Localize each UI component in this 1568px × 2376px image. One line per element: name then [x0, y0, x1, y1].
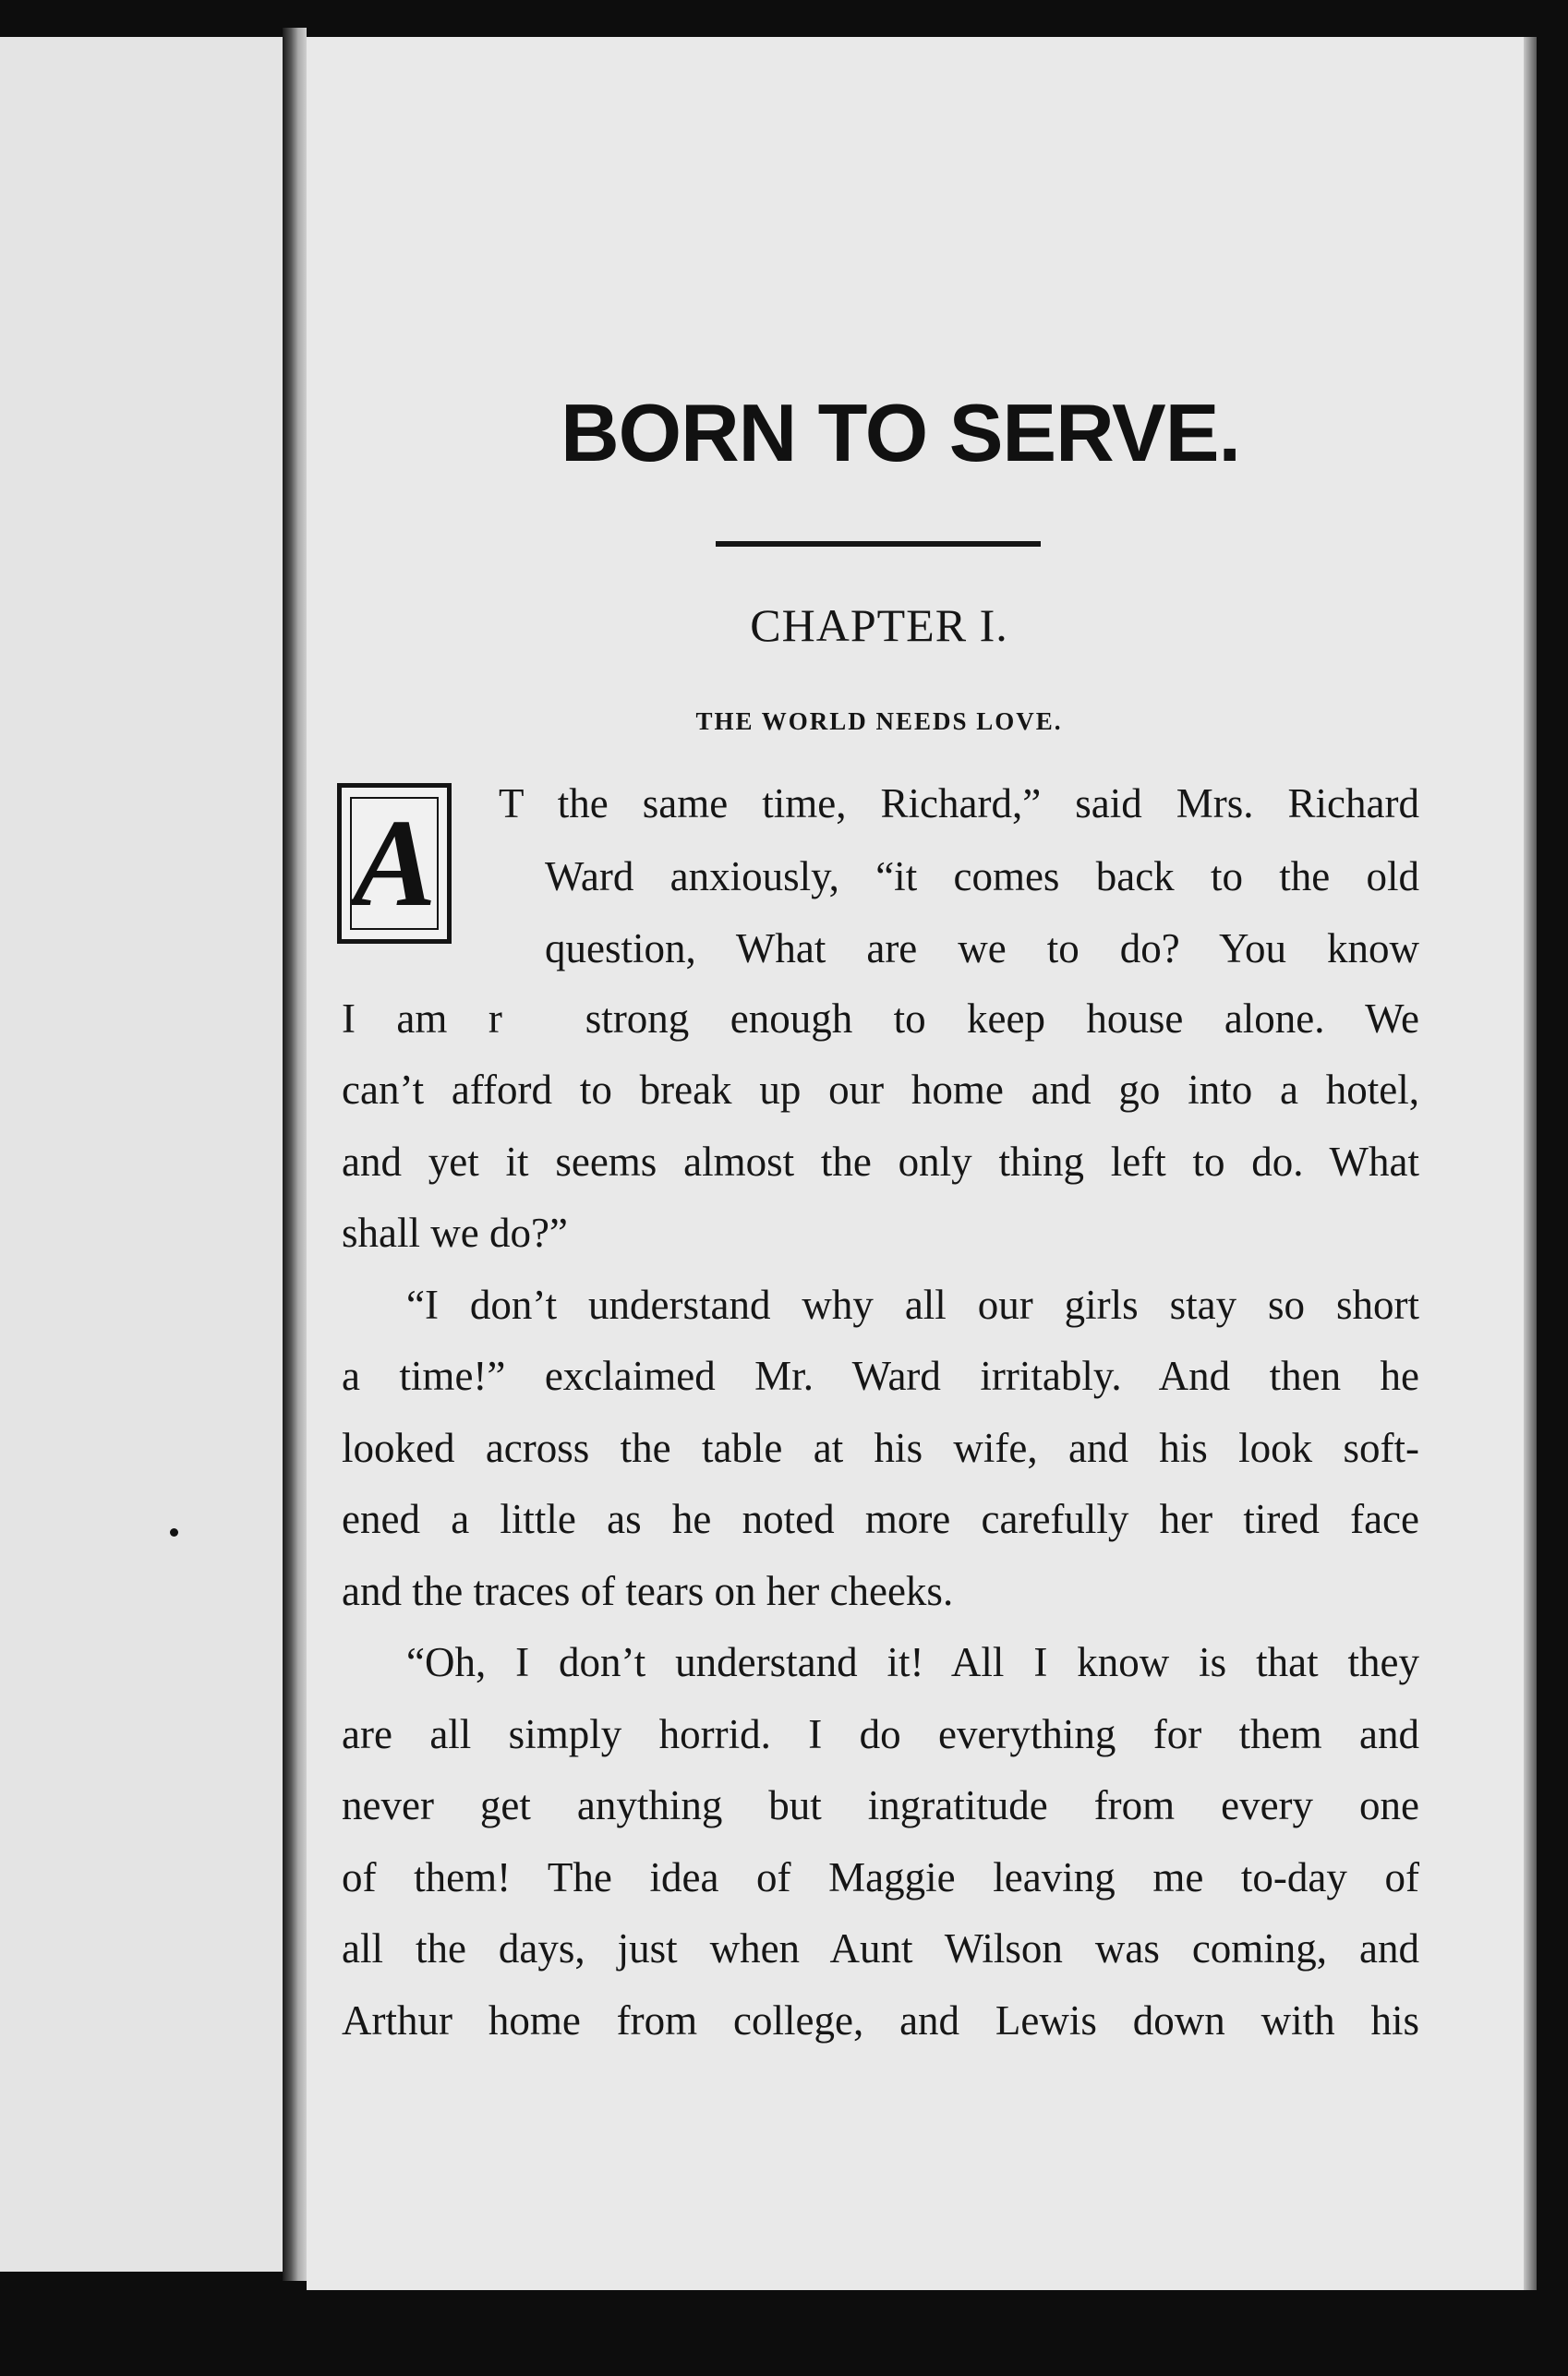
left-page	[0, 37, 283, 2272]
text-line: of them! The idea of Maggie leaving me to-day of	[342, 1854, 1419, 1900]
text-line: can’t afford to break up our home and go into a hotel,	[342, 1067, 1419, 1113]
text-line: ened a little as he noted more carefully her tired face	[342, 1496, 1419, 1542]
drop-cap	[337, 783, 452, 944]
text-line: are all simply horrid. I do everything for them and	[342, 1711, 1419, 1757]
text-line: T the same time, Richard,” said Mrs. Richard	[499, 780, 1419, 826]
text-line: “Oh, I don’t understand it! All I know is that they	[406, 1639, 1419, 1685]
title-rule	[716, 541, 1041, 547]
text-line: all the days, just when Aunt Wilson was coming, and	[342, 1925, 1419, 1972]
text-line: and yet it seems almost the only thing left to do. What	[342, 1139, 1419, 1185]
text-line: Arthur home from college, and Lewis down with his	[342, 1997, 1419, 2044]
text-line: question, What are we to do? You know	[545, 925, 1419, 971]
drop-cap-letter: A	[350, 797, 439, 930]
text-line: shall we do?”	[342, 1210, 568, 1256]
text-line: Ward anxiously, “it comes back to the old	[545, 853, 1419, 899]
text-line: looked across the table at his wife, and his look soft-	[342, 1425, 1419, 1471]
book-gutter	[283, 28, 307, 2281]
text-line: a time!” exclaimed Mr. Ward irritably. And then he	[342, 1353, 1419, 1399]
page-edge	[1524, 37, 1537, 2290]
text-line: I am r strong enough to keep house alone. We	[342, 995, 1419, 1042]
ink-speck	[170, 1528, 178, 1537]
chapter-subtitle: THE WORLD NEEDS LOVE.	[695, 707, 1063, 735]
chapter-heading: CHAPTER I.	[750, 599, 1008, 651]
text-line: and the traces of tears on her cheeks.	[342, 1568, 954, 1614]
text-line: “I don’t understand why all our girls stay so short	[406, 1282, 1419, 1328]
book-title: BORN TO SERVE.	[561, 387, 1240, 478]
text-line: never get anything but ingratitude from every one	[342, 1782, 1419, 1828]
